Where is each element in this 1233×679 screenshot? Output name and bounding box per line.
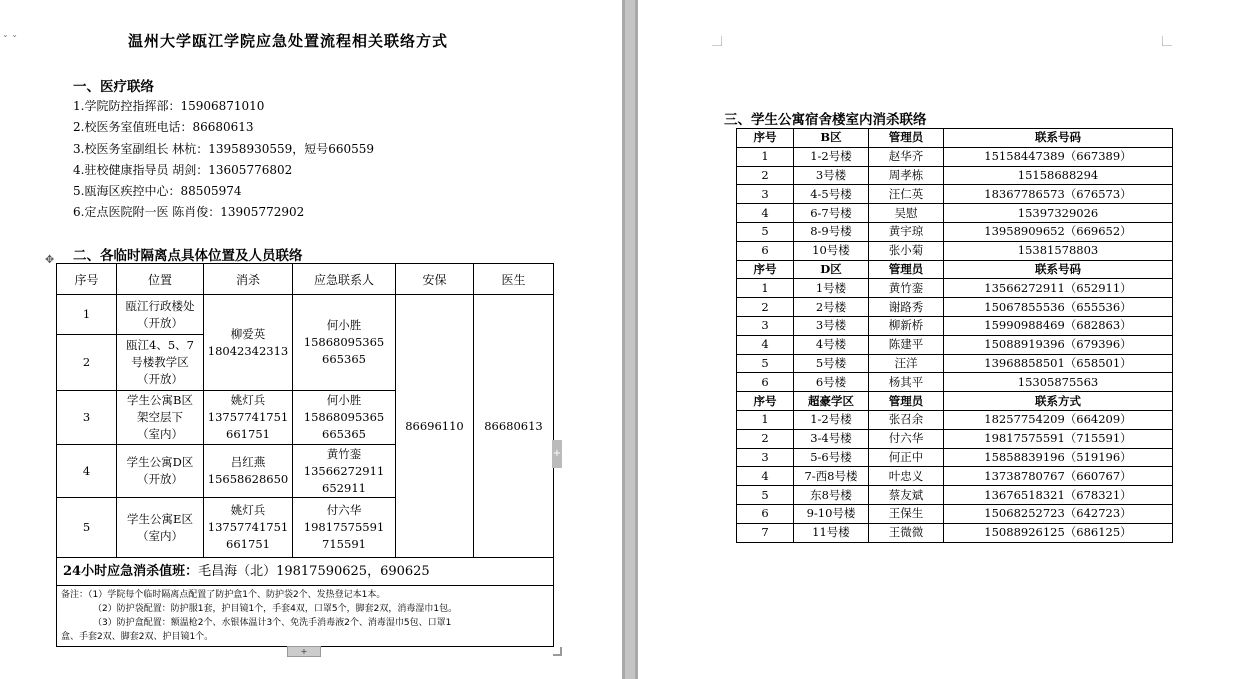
row-no-cell: 2	[737, 166, 794, 185]
row-no-cell: 5	[737, 222, 794, 241]
note-line: 盒、手套2双、脚套2双、护目镜1个。	[61, 632, 214, 642]
building-cell: 7-西8号楼	[794, 467, 869, 486]
phone-cell: 15068252723（642723）	[944, 504, 1173, 523]
row-no-cell: 6	[737, 373, 794, 392]
contact-name: 黄竹銮	[326, 446, 362, 461]
phone-cell: 19817575591（715591）	[944, 429, 1173, 448]
duty-label: 24小时应急消杀值班：	[63, 564, 199, 579]
building-cell: 11号楼	[794, 523, 869, 542]
location-line: 学生公寓E区	[127, 511, 193, 526]
medical-line: 1.学院防控指挥部：15906871010	[73, 99, 265, 113]
dorm-disinfection-table	[736, 128, 1173, 543]
contact-cell	[293, 295, 396, 391]
table-row	[737, 204, 1173, 223]
phone-cell: 15397329026	[944, 204, 1173, 223]
phone-cell: 13566272911（652911）	[944, 279, 1173, 298]
row-no: 2	[57, 335, 117, 391]
building-cell: 10号楼	[794, 241, 869, 260]
location-line: （开放）	[137, 315, 183, 330]
row-no-cell: 1	[737, 410, 794, 429]
contact-short: 665365	[322, 352, 366, 366]
group-header-cell: 联系号码	[944, 260, 1173, 279]
medical-line: 4.驻校健康指导员 胡剑：13605776802	[73, 162, 293, 177]
group-header-cell: 序号	[737, 129, 794, 148]
manager-cell: 汪仁英	[869, 185, 944, 204]
contact-name: 何小胜	[326, 318, 362, 332]
disinfect-name: 姚灯兵	[230, 393, 266, 407]
table-row	[737, 335, 1173, 354]
disinfect-phone: 18042342313	[207, 343, 289, 358]
isolation-points-table	[56, 263, 554, 647]
manager-cell: 黄宇琼	[869, 222, 944, 241]
building-cell: 8-9号楼	[794, 222, 869, 241]
row-location	[117, 295, 204, 335]
duty-cell	[57, 558, 554, 586]
disinfect-phone: 15658628650	[207, 472, 289, 486]
row-no-cell: 1	[737, 147, 794, 166]
table-row	[737, 147, 1173, 166]
building-cell: 3-4号楼	[794, 429, 869, 448]
note-line: （2）防护袋配置：防护服1套，护目镜1个，手套4双，口罩5个，脚套2双，消毒湿巾1包。	[93, 604, 458, 614]
row-no-cell: 5	[737, 354, 794, 373]
phone-cell: 15858839196（519196）	[944, 448, 1173, 467]
manager-cell: 张小菊	[869, 241, 944, 260]
location-line: （开放）	[137, 472, 183, 486]
section1-heading: 一、医疗联络	[73, 79, 154, 95]
col-header-contact: 应急联系人	[293, 264, 396, 295]
contact-cell	[293, 391, 396, 445]
group-header-row	[737, 260, 1173, 279]
contact-phone: 19817575591	[303, 520, 385, 534]
note-line: （3）防护盒配置：额温枪2个、水银体温计3个、免洗手消毒液2个、消毒湿巾5包、口罩1	[93, 618, 452, 628]
table-row	[737, 279, 1173, 298]
table-row	[737, 354, 1173, 373]
medical-contact-list	[73, 96, 374, 224]
disinfect-name: 吕红燕	[230, 455, 266, 469]
page-marker: ⌄ ⌄	[2, 30, 18, 39]
row-no-cell: 7	[737, 523, 794, 542]
col-header-location: 位置	[117, 264, 204, 295]
table-row	[57, 295, 554, 335]
section2-heading: 二、各临时隔离点具体位置及人员联络	[73, 248, 303, 264]
row-no-cell: 2	[737, 429, 794, 448]
security-cell: 86696110	[396, 295, 474, 558]
row-no: 4	[57, 445, 117, 498]
note-line: 备注：（1）学院每个临时隔离点配置了防护盒1个、防护袋2个、发热登记本1本。	[61, 590, 386, 600]
location-line: 架空层下	[137, 410, 183, 424]
manager-cell: 汪洋	[869, 354, 944, 373]
group-header-cell: 联系方式	[944, 392, 1173, 411]
duty-row	[57, 558, 554, 586]
table-row	[737, 467, 1173, 486]
disinfect-cell	[204, 391, 293, 445]
building-cell: 东8号楼	[794, 486, 869, 505]
phone-cell: 15305875563	[944, 373, 1173, 392]
row-no-cell: 2	[737, 298, 794, 317]
contact-cell	[293, 498, 396, 558]
medical-line: 3.校医务室副组长 林杭：13958930559，短号660559	[73, 141, 375, 156]
group-header-cell: 管理员	[869, 392, 944, 411]
phone-cell: 13968858501（658501）	[944, 354, 1173, 373]
manager-cell: 叶忠义	[869, 467, 944, 486]
group-header-row	[737, 129, 1173, 148]
manager-cell: 蔡友斌	[869, 486, 944, 505]
group-header-cell: 超豪学区	[794, 392, 869, 411]
col-header-doctor: 医生	[474, 264, 554, 295]
manager-cell: 周孝栋	[869, 166, 944, 185]
building-cell: 5-6号楼	[794, 448, 869, 467]
corner-mark	[712, 36, 722, 46]
contact-cell	[293, 445, 396, 498]
disinfect-cell	[204, 295, 293, 391]
disinfect-short: 661751	[226, 537, 270, 551]
building-cell: 1号楼	[794, 279, 869, 298]
manager-cell: 柳新桥	[869, 316, 944, 335]
disinfect-short: 661751	[226, 427, 270, 441]
row-no: 1	[57, 295, 117, 335]
location-line: 号楼教学区	[131, 355, 189, 369]
building-cell: 6-7号楼	[794, 204, 869, 223]
location-line: （开放）	[137, 372, 183, 386]
phone-cell: 15088919396（679396）	[944, 335, 1173, 354]
col-header-no: 序号	[57, 264, 117, 295]
table-row	[737, 316, 1173, 335]
manager-cell: 杨其平	[869, 373, 944, 392]
group-header-row	[737, 392, 1173, 411]
row-location	[117, 391, 204, 445]
group-header-cell: B区	[794, 129, 869, 148]
row-no-cell: 6	[737, 241, 794, 260]
duty-value: 毛昌海（北）19817590625，690625	[198, 564, 430, 579]
group-header-cell: 管理员	[869, 129, 944, 148]
contact-short: 652911	[322, 480, 366, 495]
manager-cell: 王保生	[869, 504, 944, 523]
table-row	[737, 222, 1173, 241]
table-row	[737, 298, 1173, 317]
manager-cell: 陈建平	[869, 335, 944, 354]
table-row	[737, 241, 1173, 260]
table-resize-handle[interactable]	[553, 647, 562, 656]
building-cell: 1-2号楼	[794, 410, 869, 429]
row-no-cell: 5	[737, 486, 794, 505]
document-title: 温州大学瓯江学院应急处置流程相关联络方式	[128, 32, 449, 50]
location-line: 学生公寓D区	[126, 455, 194, 469]
manager-cell: 王微微	[869, 523, 944, 542]
col-header-disinfect: 消杀	[204, 264, 293, 295]
disinfect-name: 柳爱英	[230, 326, 266, 341]
manager-cell: 吴慰	[869, 204, 944, 223]
contact-short: 665365	[322, 427, 366, 441]
building-cell: 9-10号楼	[794, 504, 869, 523]
medical-line: 6.定点医院附一医 陈肖俊：13905772902	[73, 205, 305, 220]
manager-cell: 付六华	[869, 429, 944, 448]
phone-cell: 15067855536（655536）	[944, 298, 1173, 317]
phone-cell: 13676518321（678321）	[944, 486, 1173, 505]
phone-cell: 15088926125（686125）	[944, 523, 1173, 542]
table-row	[737, 429, 1173, 448]
phone-cell: 13958909652（669652）	[944, 222, 1173, 241]
add-row-button[interactable]: +	[287, 646, 321, 657]
doctor-cell: 86680613	[474, 295, 554, 558]
group-header-cell: 序号	[737, 260, 794, 279]
row-no-cell: 4	[737, 467, 794, 486]
contact-short: 715591	[322, 537, 366, 551]
col-header-security: 安保	[396, 264, 474, 295]
phone-cell: 18367786573（676573）	[944, 185, 1173, 204]
contact-name: 付六华	[326, 503, 362, 517]
location-line: （室内）	[137, 427, 183, 441]
building-cell: 1-2号楼	[794, 147, 869, 166]
manager-cell: 赵华齐	[869, 147, 944, 166]
disinfect-cell	[204, 445, 293, 498]
phone-cell: 15158447389（667389）	[944, 147, 1173, 166]
notes-cell	[57, 586, 554, 647]
building-cell: 4号楼	[794, 335, 869, 354]
row-location	[117, 335, 204, 391]
medical-line: 2.校医务室值班电话：86680613	[73, 120, 254, 135]
building-cell: 6号楼	[794, 373, 869, 392]
building-cell: 2号楼	[794, 298, 869, 317]
group-header-cell: 联系号码	[944, 129, 1173, 148]
phone-cell: 15158688294	[944, 166, 1173, 185]
row-no: 3	[57, 391, 117, 445]
manager-cell: 何正中	[869, 448, 944, 467]
medical-line: 5.瓯海区疾控中心：88505974	[73, 184, 242, 199]
location-line: 学生公寓B区	[127, 393, 193, 407]
table-row	[737, 504, 1173, 523]
section3-heading: 三、学生公寓宿舍楼室内消杀联络	[724, 112, 927, 128]
location-line: （室内）	[137, 528, 183, 543]
building-cell: 3号楼	[794, 166, 869, 185]
building-cell: 3号楼	[794, 316, 869, 335]
row-no-cell: 6	[737, 504, 794, 523]
building-cell: 5号楼	[794, 354, 869, 373]
contact-phone: 15868095365	[303, 335, 385, 349]
contact-name: 何小胜	[326, 393, 362, 407]
disinfect-name: 姚灯兵	[230, 503, 266, 517]
phone-cell: 15381578803	[944, 241, 1173, 260]
table-move-handle-icon[interactable]: ✥	[45, 253, 55, 266]
row-no-cell: 3	[737, 185, 794, 204]
notes-row	[57, 586, 554, 647]
row-no-cell: 1	[737, 279, 794, 298]
phone-cell: 18257754209（664209）	[944, 410, 1173, 429]
contact-phone: 13566272911	[303, 463, 385, 478]
manager-cell: 黄竹銮	[869, 279, 944, 298]
page-gutter	[622, 0, 638, 679]
row-no: 5	[57, 498, 117, 558]
table-row	[737, 166, 1173, 185]
group-header-cell: 序号	[737, 392, 794, 411]
corner-mark	[1162, 36, 1172, 46]
table-row	[737, 448, 1173, 467]
manager-cell: 谢路秀	[869, 298, 944, 317]
row-no-cell: 3	[737, 448, 794, 467]
row-location	[117, 445, 204, 498]
disinfect-phone: 13757741751	[207, 410, 289, 424]
table-row	[737, 185, 1173, 204]
table-row	[737, 410, 1173, 429]
row-no-cell: 4	[737, 204, 794, 223]
row-location	[117, 498, 204, 558]
contact-phone: 15868095365	[303, 410, 385, 424]
row-no-cell: 3	[737, 316, 794, 335]
disinfect-phone: 13757741751	[207, 520, 289, 534]
manager-cell: 张召余	[869, 410, 944, 429]
row-no-cell: 4	[737, 335, 794, 354]
location-line: 瓯江行政楼处	[125, 298, 195, 313]
group-header-cell: D区	[794, 260, 869, 279]
table-row	[737, 486, 1173, 505]
phone-cell: 13738780767（660767）	[944, 467, 1173, 486]
table-row	[737, 523, 1173, 542]
location-line: 瓯江4、5、7	[126, 338, 194, 352]
add-column-button[interactable]: +	[552, 440, 562, 468]
table-row	[737, 373, 1173, 392]
disinfect-cell	[204, 498, 293, 558]
phone-cell: 15990988469（682863）	[944, 316, 1173, 335]
building-cell: 4-5号楼	[794, 185, 869, 204]
group-header-cell: 管理员	[869, 260, 944, 279]
